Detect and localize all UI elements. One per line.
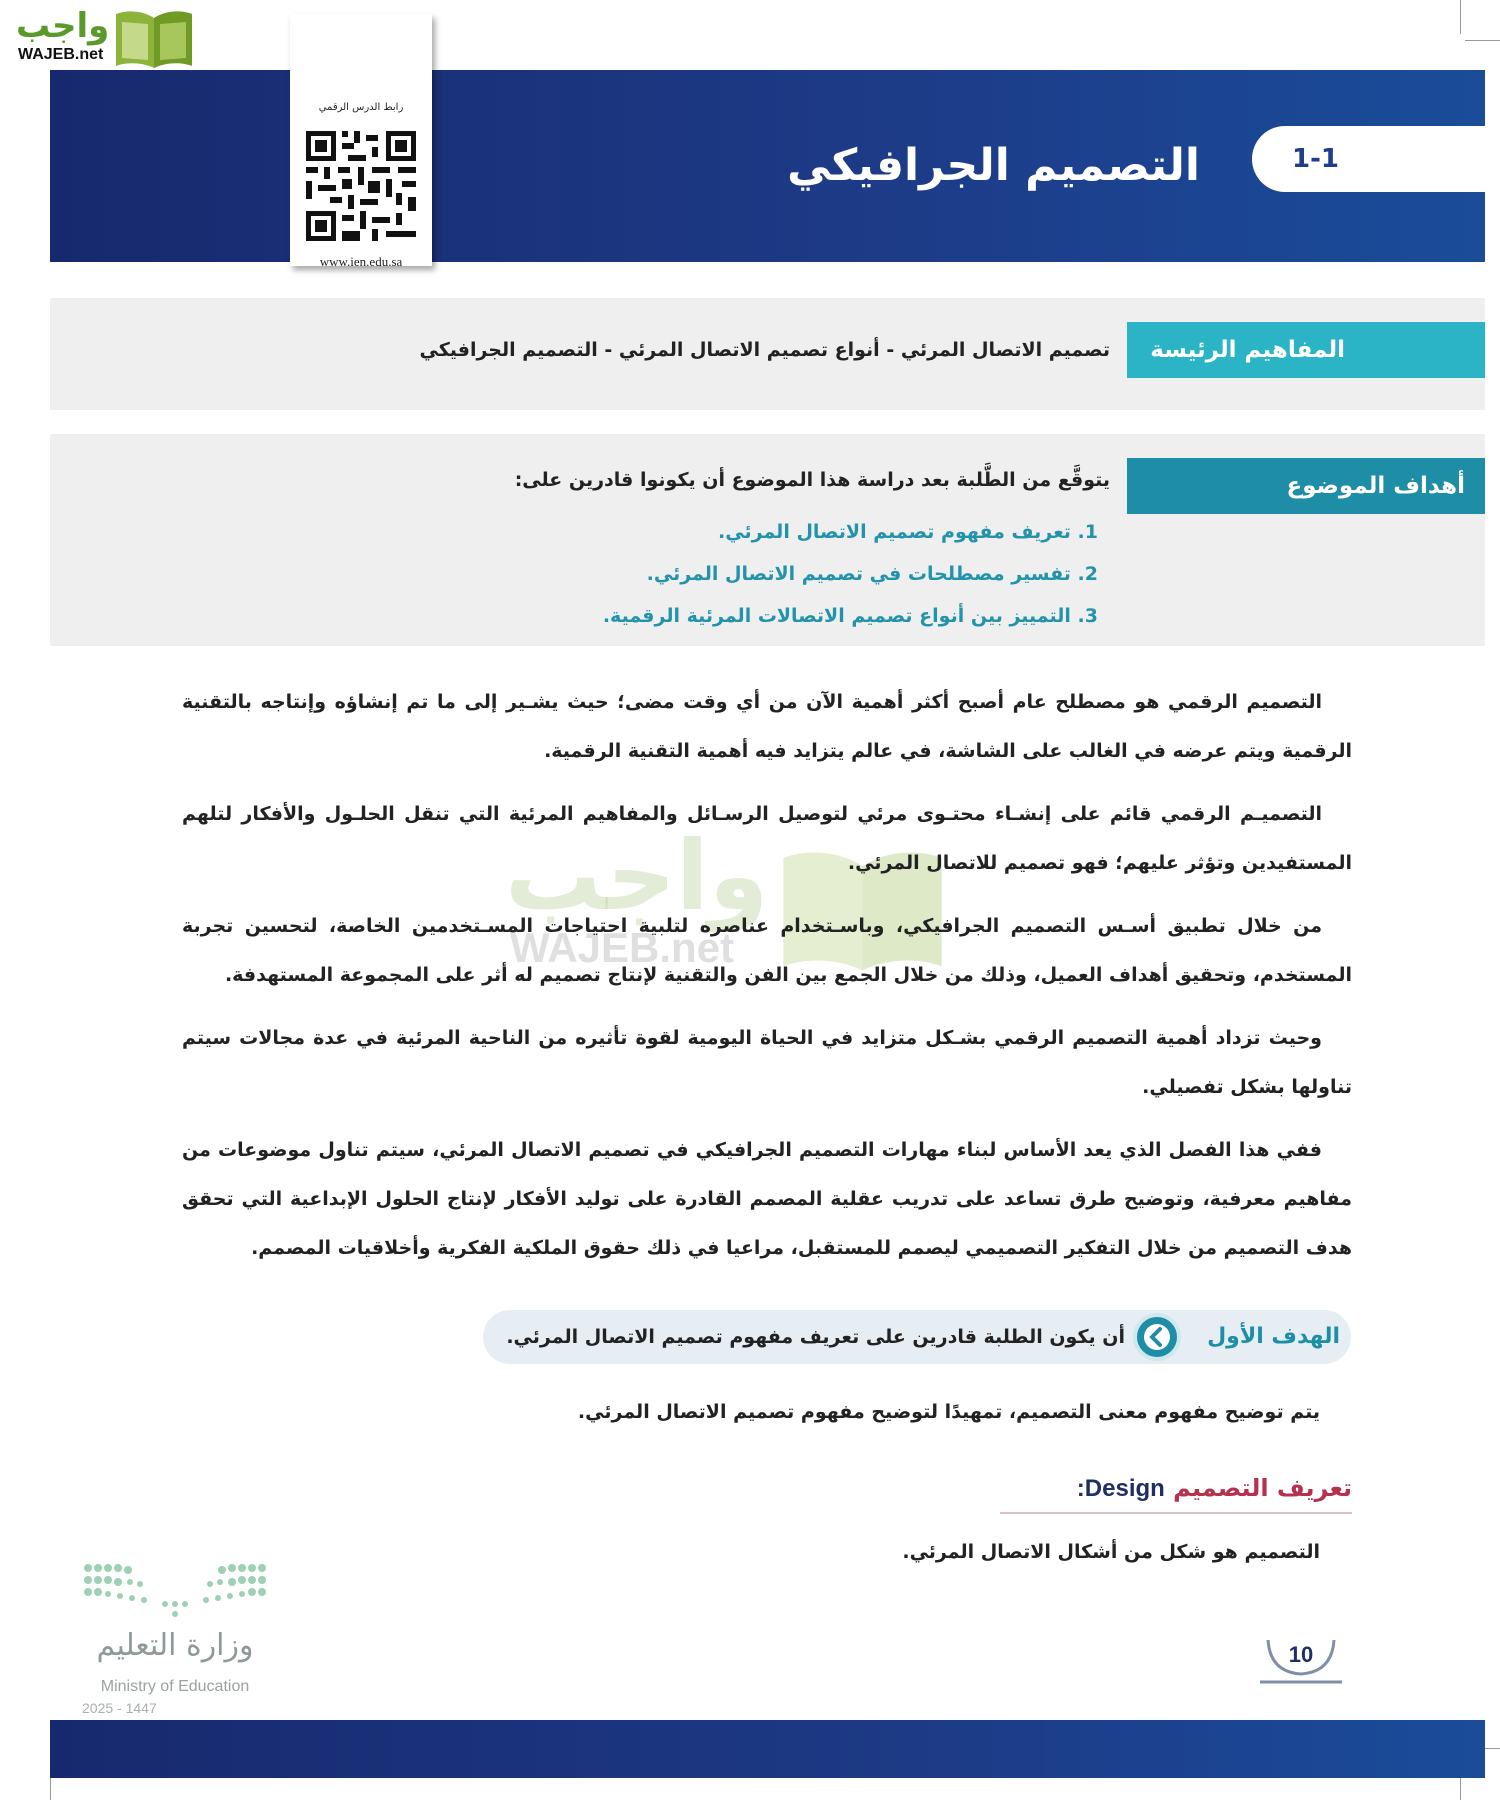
page-number-badge xyxy=(1260,1636,1342,1688)
definition-text: التصميم هو شكل من أشكال الاتصال المرئي. xyxy=(902,1541,1320,1563)
definition-heading-arabic: تعريف التصميم xyxy=(1173,1474,1352,1502)
intro-line: يتم توضيح مفهوم معنى التصميم، تمهيدًا لتوضيح مفهوم تصميم الاتصال المرئي. xyxy=(577,1401,1320,1423)
ministry-name-arabic: وزارة التعليم xyxy=(96,1628,254,1663)
arrow-left-icon xyxy=(1133,1313,1181,1361)
objective-item: 2. تفسير مصطلحات في تصميم الاتصال المرئي. xyxy=(646,563,1098,585)
ministry-logo-icon xyxy=(82,1560,268,1620)
wajeb-logo-arabic: واجب xyxy=(16,6,110,46)
qr-code-icon[interactable] xyxy=(302,118,420,254)
concepts-text: تصميم الاتصال المرئي - أنواع تصميم الاتصال المرئي - التصميم الجرافيكي xyxy=(419,339,1110,361)
book-icon xyxy=(112,8,196,70)
body-paragraph: وحيث تزداد أهمية التصميم الرقمي بشـكل متزايد في الحياة اليومية لقوة تأثيره من الناحية المرئية في عدة مجالات سيتم تناولها بشكل تفصيلي. xyxy=(182,1027,1352,1098)
ministry-year: 2025 - 1447 xyxy=(82,1700,157,1716)
crop-mark xyxy=(1465,40,1500,41)
ministry-name-english: Ministry of Education xyxy=(100,1678,250,1695)
qr-card[interactable] xyxy=(290,14,432,269)
definition-heading-colon: : xyxy=(1076,1475,1085,1502)
wajeb-logo-latin: WAJEB.net xyxy=(18,46,104,63)
goal-label: الهدف الأول xyxy=(1207,1324,1340,1349)
body-paragraph: التصميـم الرقمي قائم على إنشـاء محتـوى مرئي لتوصيل الرسـائل والمفاهيم المرئية التي تنقل الحلـول والأفكار لتلهم المستفيدين وتؤثر عليهم؛ فهو تصميم للاتصال المرئي. xyxy=(182,803,1352,874)
watermark-latin: WAJEB.net xyxy=(510,924,735,971)
definition-heading xyxy=(1000,1462,1352,1514)
crop-mark xyxy=(1460,0,1461,34)
lesson-title: التصميم الجرافيكي xyxy=(787,140,1200,191)
body-paragraph: التصميم الرقمي هو مصطلح عام أصبح أكثر أهمية الآن من أي وقت مضى؛ حيث يشـير إلى ما تم إنشاؤه وإنتاجه بالتقنية الرقمية ويتم عرضه في الغالب على الشاشة، في عالم يتزايد فيه أهمية التقنية الرقمية. xyxy=(182,691,1352,762)
footer-band xyxy=(50,1720,1485,1778)
objectives-intro: يتوقَّع من الطَّلبة بعد دراسة هذا الموضوع أن يكونوا قادرين على: xyxy=(514,469,1110,491)
wajeb-logo[interactable] xyxy=(8,6,192,68)
objective-item: 1. تعريف مفهوم تصميم الاتصال المرئي. xyxy=(718,521,1098,543)
body-paragraph: ففي هذا الفصل الذي يعد الأساس لبناء مهارات التصميم الجرافيكي في تصميم الاتصال المرئي، سيتم تناول موضوعات من مفاهيم معرفية، وتوضيح طرق تساعد على تدريب عقلية المصمم القادرة على توليد الأفكار لإنتاج الحلول الإبداعية التي تحقق هدف التصميم من خلال التفكير التصميمي ليصمم للمستقبل، مراعيا في ذلك حقوق الملكية الفكرية وأخلاقيات المصمم. xyxy=(182,1139,1352,1259)
qr-label: رابط الدرس الرقمي xyxy=(318,102,404,113)
body-paragraph: من خلال تطبيق أسـس التصميم الجرافيكي، وباسـتخدام عناصره لتلبية احتياجات المسـتخدمين الخاصة، لتحسين تجربة المستخدم، وتحقيق أهداف العميل، وذلك من خلال الجمع بين الفن والتقنية لإنتاج تصميم له أثر على المجموعة المستهدفة. xyxy=(182,915,1352,986)
page-number: 10 xyxy=(1288,1642,1314,1667)
lesson-number-tab xyxy=(1252,126,1485,192)
objective-item: 3. التمييز بين أنواع تصميم الاتصالات المرئية الرقمية. xyxy=(602,605,1098,627)
watermark-arabic: واجب xyxy=(505,820,769,932)
goal-text: أن يكون الطلبة قادرين على تعريف مفهوم تصميم الاتصال المرئي. xyxy=(506,1326,1125,1348)
definition-heading-english: Design xyxy=(1084,1475,1165,1502)
objectives-label: أهداف الموضوع xyxy=(1127,458,1485,514)
lesson-number: 1-1 xyxy=(1292,144,1339,174)
concepts-label: المفاهيم الرئيسة xyxy=(1127,322,1485,378)
qr-url[interactable]: www.ien.edu.sa xyxy=(319,254,403,269)
